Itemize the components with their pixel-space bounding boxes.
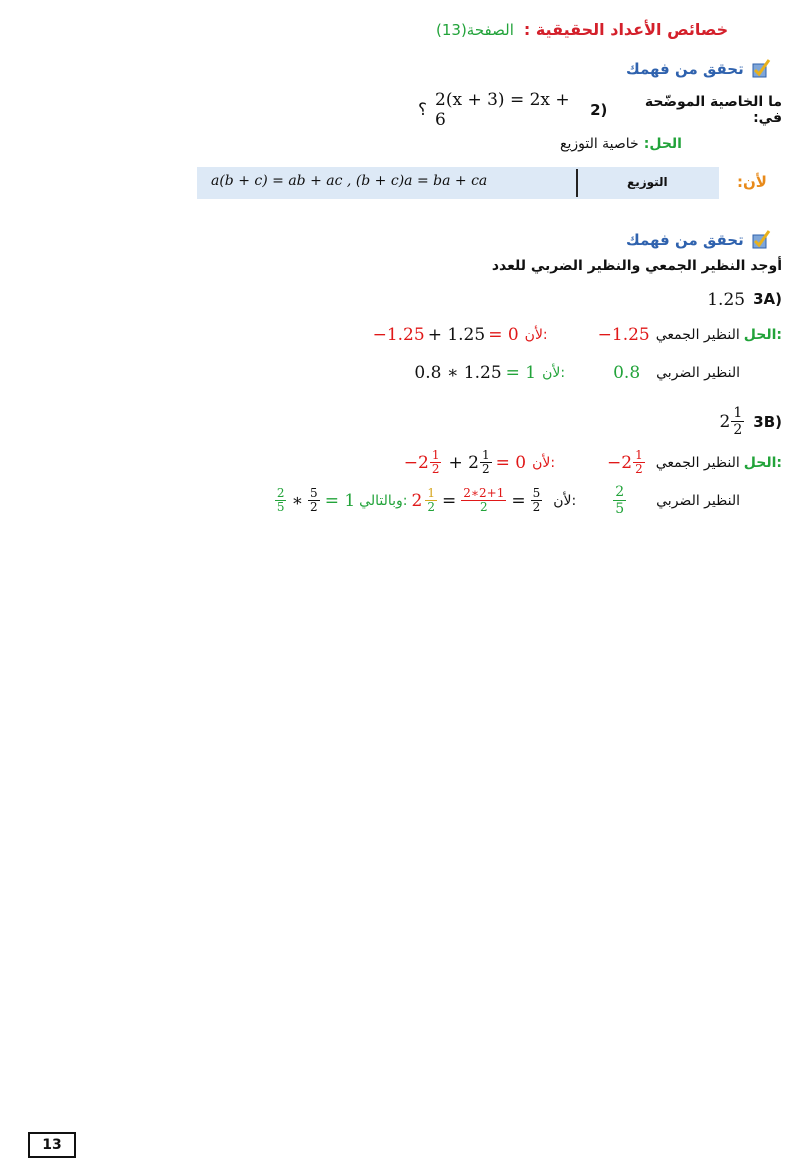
fraction bbox=[633, 449, 645, 476]
denominator: 2 bbox=[733, 422, 743, 438]
fraction bbox=[480, 449, 492, 476]
whole-part: −2 bbox=[403, 452, 429, 473]
check-label: تحقق من فهمك bbox=[626, 231, 744, 249]
answer-3b-multiplicative bbox=[196, 484, 740, 517]
conversion bbox=[412, 487, 544, 514]
denominator: 2 bbox=[532, 500, 541, 514]
question-3a bbox=[640, 290, 782, 310]
numerator: 2 bbox=[615, 484, 625, 500]
question-mark: ؟ bbox=[418, 100, 428, 120]
solution-label: الحل: bbox=[643, 136, 682, 152]
denominator: 2 bbox=[481, 462, 490, 476]
numerator: 1 bbox=[427, 486, 435, 500]
checkbox-check-icon bbox=[750, 229, 772, 251]
numerator: 1 bbox=[733, 405, 743, 421]
whole-part: −2 bbox=[607, 452, 633, 473]
question-number: 2) bbox=[590, 101, 608, 119]
denominator: 2 bbox=[431, 462, 440, 476]
question-3a-label: 3A) bbox=[753, 290, 782, 308]
check-label: تحقق من فهمك bbox=[626, 60, 744, 78]
whole-part: 2 bbox=[411, 490, 423, 511]
solution-label: الحل: bbox=[743, 327, 782, 343]
additive-inverse-label: النظير الجمعي bbox=[655, 327, 740, 343]
divider bbox=[576, 169, 578, 197]
question-3-prompt: أوجد النظير الجمعي والنظير الضربي للعدد bbox=[491, 258, 782, 274]
property-formula: a(b + c) = ab + ac , (b + c)a = ba + ca bbox=[211, 173, 488, 189]
because-text: لأن: bbox=[524, 327, 548, 343]
check-left bbox=[404, 449, 443, 476]
question-3b-number bbox=[720, 405, 746, 438]
property-name: التوزيع bbox=[627, 175, 668, 189]
page-number: 13 bbox=[28, 1132, 76, 1158]
solution-text: خاصية التوزيع bbox=[560, 136, 639, 152]
because-text: لأن: bbox=[553, 492, 577, 509]
because-text: لأن: bbox=[532, 454, 556, 471]
whole-part: 2 bbox=[719, 411, 731, 432]
mult-check-left: 0.8 ∗ 1.25 bbox=[414, 363, 502, 383]
numerator: 1 bbox=[635, 448, 643, 462]
numerator: 1 bbox=[481, 448, 490, 462]
multiplicative-inverse-label: النظير الضربي bbox=[656, 492, 740, 509]
multiplicative-inverse-value bbox=[613, 484, 626, 517]
check-understanding-2 bbox=[626, 229, 772, 251]
answer-3a-multiplicative bbox=[340, 363, 740, 383]
fraction bbox=[731, 405, 744, 438]
multiplicative-inverse-value: 0.8 bbox=[613, 363, 641, 383]
because-text: لأن: bbox=[542, 365, 566, 381]
answer-3b-additive bbox=[312, 449, 782, 476]
lesson-title: خصائص الأعداد الحقيقية : bbox=[523, 20, 729, 39]
numerator: 2 bbox=[276, 486, 285, 500]
question-text: ما الخاصية الموضّحة في: bbox=[644, 94, 782, 126]
numerator: 2∗2+1 bbox=[463, 486, 505, 500]
fraction bbox=[531, 487, 543, 514]
numerator: 5 bbox=[532, 486, 541, 500]
question-3b bbox=[640, 405, 782, 438]
fraction bbox=[308, 487, 320, 514]
denominator: 2 bbox=[635, 462, 643, 476]
denominator: 2 bbox=[479, 500, 488, 514]
mult-check-right: = 1 bbox=[505, 363, 537, 383]
question-3a-number: 1.25 bbox=[707, 290, 746, 310]
additive-inverse-value bbox=[607, 449, 646, 476]
check-mid bbox=[448, 449, 492, 476]
denominator: 2 bbox=[310, 500, 318, 514]
fraction bbox=[461, 487, 506, 514]
solution-label: الحل: bbox=[743, 454, 782, 471]
equals-sign: = bbox=[441, 490, 457, 511]
check-left: −1.25 bbox=[372, 325, 425, 345]
equals-sign: = bbox=[511, 490, 526, 511]
denominator: 5 bbox=[615, 501, 625, 517]
because-label: لأن: bbox=[737, 173, 767, 191]
check-understanding-1 bbox=[626, 58, 772, 80]
distributive-property-box bbox=[197, 167, 719, 199]
fraction bbox=[275, 487, 287, 514]
page-reference: الصفحة(13) bbox=[436, 20, 514, 39]
additive-inverse-label: النظير الجمعي bbox=[655, 454, 740, 471]
question-3b-label: 3B) bbox=[753, 412, 782, 431]
solution-1 bbox=[560, 136, 782, 152]
check-right: = 0 bbox=[495, 452, 527, 473]
times-sign: ∗ bbox=[291, 490, 304, 511]
denominator: 5 bbox=[276, 500, 285, 514]
therefore-text: وبالتالي: bbox=[359, 492, 408, 509]
additive-inverse-value: −1.25 bbox=[597, 325, 650, 345]
answer-3a-additive bbox=[312, 325, 782, 345]
fraction bbox=[430, 449, 442, 476]
final-check bbox=[274, 487, 355, 514]
numerator: 1 bbox=[431, 448, 440, 462]
multiplicative-inverse-label: النظير الضربي bbox=[656, 365, 740, 381]
plus-whole: + 2 bbox=[448, 452, 479, 473]
denominator: 2 bbox=[427, 500, 435, 514]
fraction bbox=[425, 487, 437, 514]
page-header bbox=[436, 20, 728, 39]
equals-one: = 1 bbox=[324, 490, 356, 511]
check-mid: + 1.25 bbox=[427, 325, 486, 345]
checkbox-check-icon bbox=[750, 58, 772, 80]
question-equation: 2(x + 3) = 2x + 6 bbox=[435, 90, 570, 130]
numerator: 5 bbox=[310, 486, 318, 500]
question-2 bbox=[418, 90, 782, 130]
check-right: = 0 bbox=[488, 325, 519, 345]
